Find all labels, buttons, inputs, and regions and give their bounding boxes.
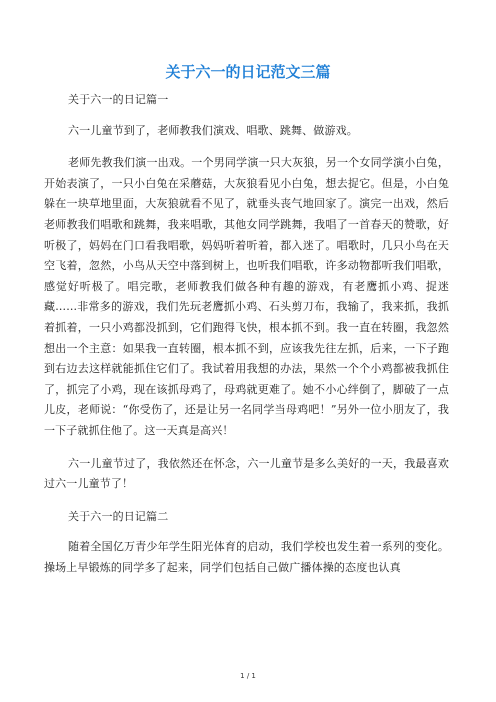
section-heading-1: 关于六一的日记篇一 <box>68 93 169 106</box>
paragraph: 老师先教我们演一出戏。一个男同学演一只大灰狼，另一个女同学演小白兔，开始表演了，一只小白兔在采蘑菇，大灰狼看见小白兔，想去捉它。但是，小白兔躲在一块草地里面，大灰狼就看不见了，就垂头丧气地回家了。演完一出戏，然后老师教我们唱歌和跳舞，我来唱歌，其他女同学跳舞，我唱了一首春天的赞歌，好听极了，妈妈在门口看我唱歌，妈妈听着听着，都入迷了。唱歌时，几只小鸟在天空飞着，忽然，小鸟从天空中落到树上，也听我们唱歌，许多动物都听我们唱歌，感觉好听极了。唱完歌，老师教我们做各种有趣的游戏，有老鹰抓小鸡、捉迷藏......非常多的游戏，我们先玩老鹰抓小鸡、石头剪刀布，我输了，我来抓，我抓着抓着，一只小鸡都没抓到，它们跑得飞快，根本抓不到。我一直在转圈，我忽然想出一个主意：如果我一直转圈，根本抓不到，应该我先往左抓，后来，一下子跑到右边去这样就能抓住它们了。我试着用我想的办法，果然一个个小鸡都被我抓住了，抓完了小鸡，现在该抓母鸡了，母鸡就更难了。她不小心绊倒了，脚破了一点儿皮，老师说：“你受伤了，还是让另一名同学当母鸡吧！”另外一位小朋友了，我一下子就抓住他了。这一天真是高兴！ <box>44 156 449 437</box>
paragraph: 随着全国亿万青少年学生阳光体育的启动，我们学校也发生着一系列的变化。操场上早锻炼的同学多了起来，同学们包括自己做广播体操的态度也认真 <box>44 540 449 574</box>
paragraph: 六一儿童节过了，我依然还在怀念，六一儿童节是多么美好的一天，我最喜欢过六一儿童节了！ <box>44 456 449 491</box>
paragraph: 六一儿童节到了，老师教我们演戏、唱歌、跳舞、做游戏。 <box>68 123 358 137</box>
page-number: 1 / 1 <box>240 672 256 680</box>
section-heading-2: 关于六一的日记篇二 <box>68 509 169 523</box>
document-title: 关于六一的日记范文三篇 <box>165 63 331 81</box>
document-body <box>44 90 449 590</box>
